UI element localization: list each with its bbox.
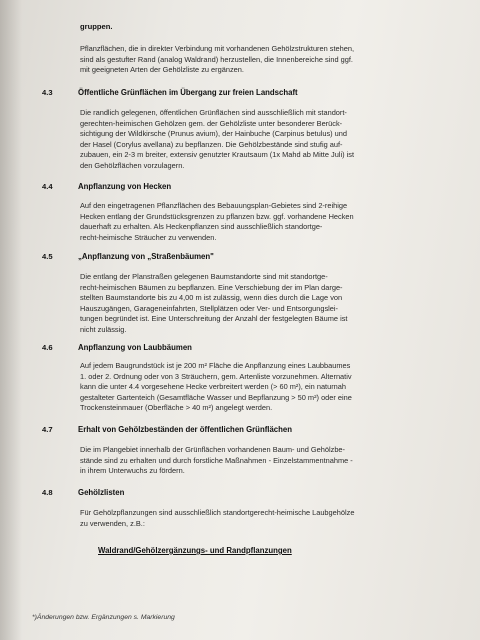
section-number: 4.5	[42, 252, 53, 261]
section-heading: Anpflanzung von Laubbäumen	[78, 343, 192, 352]
text-line: 1. oder 2. Ordnung oder von 3 Sträuchern, gem. Artenliste vorzunehmen. Alternativ	[80, 371, 352, 381]
top-fragment: gruppen.	[80, 22, 113, 31]
top-paragraph	[80, 44, 416, 76]
text-line: Auf den eingetragenen Pflanzflächen des Bebauungsplan-Gebietes sind 2-reihige	[80, 201, 348, 210]
section-number: 4.3	[42, 88, 53, 97]
text-line: tungen begründet ist. Eine Unterschreitung der Anzahl der festgelegten Bäume ist	[80, 314, 348, 324]
text-line: kann die unter 4.4 vorgesehene Hecke verbreitert werden (> 60 m²), ein naturnah	[80, 382, 347, 392]
page-shadow	[0, 0, 22, 640]
text-line: dauerhaft zu erhalten. Als Heckenpflanzen sind ausschließlich standortge-	[80, 222, 323, 232]
section-body	[80, 508, 416, 529]
footnote: *)Änderungen bzw. Ergänzungen s. Markierung	[32, 614, 175, 621]
section-heading: Öffentliche Grünflächen im Übergang zur freien Landschaft	[78, 88, 298, 97]
text-line: Trockensteinmauer (Oberfläche > 40 m²) angelegt werden.	[80, 403, 273, 413]
section-heading: Anpflanzung von Hecken	[78, 182, 172, 191]
text-line: Hauszugängen, Garageneinfahrten, Stellplätzen oder Ver- und Entsorgungslei-	[80, 303, 339, 313]
section-heading: Erhalt von Gehölzbeständen der öffentlichen Grünflächen	[78, 425, 293, 434]
text-line: zu verwenden, z.B.:	[80, 518, 145, 528]
text-line: gestalteter Gartenteich (Gesamtfläche Wasser und Bepflanzung > 50 m²) oder eine	[80, 392, 352, 402]
section-number: 4.6	[42, 343, 53, 352]
section-body	[80, 108, 416, 172]
text-line: recht-heimischen Bäumen zu bepflanzen. Eine Verschiebung der im Plan darge-	[80, 282, 343, 292]
section-number: 4.8	[42, 488, 53, 497]
text-line: Die randlich gelegenen, öffentlichen Grünflächen sind ausschließlich mit standort-	[80, 108, 347, 117]
text-line: Die entlang der Planstraßen gelegenen Baumstandorte sind mit standortge-	[80, 272, 328, 281]
text-line: mit geeigneten Arten der Gehölzliste zu ergänzen.	[80, 65, 244, 75]
text-line: den Gehölzflächen vorzulagern.	[80, 160, 185, 170]
section-body	[80, 201, 416, 243]
text-line: sichtigung der Wildkirsche (Prunus avium), der Hainbuche (Carpinus betulus) und	[80, 129, 348, 139]
list-subheading: Waldrand/Gehölzergänzungs- und Randpflanzungen	[98, 546, 292, 555]
section-heading: „Anpflanzung von „Straßenbäumen"	[78, 252, 214, 261]
text-line: Pflanzflächen, die in direkter Verbindung mit vorhandenen Gehölzstrukturen stehen,	[80, 44, 355, 53]
section-body	[80, 445, 416, 477]
text-line: Für Gehölzpflanzungen sind ausschließlich standortgerecht-heimische Laubgehölze	[80, 508, 355, 517]
text-line: zubauen, ein 2-3 m breiter, extensiv genutzter Krautsaum (1x Mahd ab Mitte Juli) ist	[80, 150, 354, 160]
text-line: Auf jedem Baugrundstück ist je 200 m² Fläche die Anpflanzung eines Laubbaumes	[80, 361, 351, 370]
text-line: Die im Plangebiet innerhalb der Grünflächen vorhandenen Baum- und Gehölzbe-	[80, 445, 345, 454]
text-line: stände sind zu erhalten und durch forstliche Maßnahmen - Einzelstammentnahme -	[80, 455, 353, 465]
text-line: recht-heimische Sträucher zu verwenden.	[80, 232, 217, 242]
section-number: 4.7	[42, 425, 53, 434]
text-line: stellten Baumstandorte bis zu 4,00 m ist zulässig, wenn dies durch die Lage von	[80, 293, 343, 303]
section-number: 4.4	[42, 182, 53, 191]
section-body	[80, 272, 416, 336]
text-line: sind als gestufter Rand (analog Waldrand) herzustellen, die Innenbereiche sind ggf.	[80, 54, 353, 64]
text-line: nicht zulässig.	[80, 324, 127, 334]
section-heading: Gehölzlisten	[78, 488, 125, 497]
text-line: in ihrem Unterwuchs zu fördern.	[80, 466, 185, 476]
section-body	[80, 361, 416, 414]
text-line: Hecken entlang der Grundstücksgrenzen zu pflanzen bzw. ggf. vorhandene Hecken	[80, 211, 354, 221]
text-line: der Hasel (Corylus avellana) zu bepflanzen. Die Gehölzbestände sind stufig auf-	[80, 139, 343, 149]
text-line: gerechten-heimischen Gehölzen gem. der Gehölzliste unter besonderer Berück-	[80, 118, 343, 128]
